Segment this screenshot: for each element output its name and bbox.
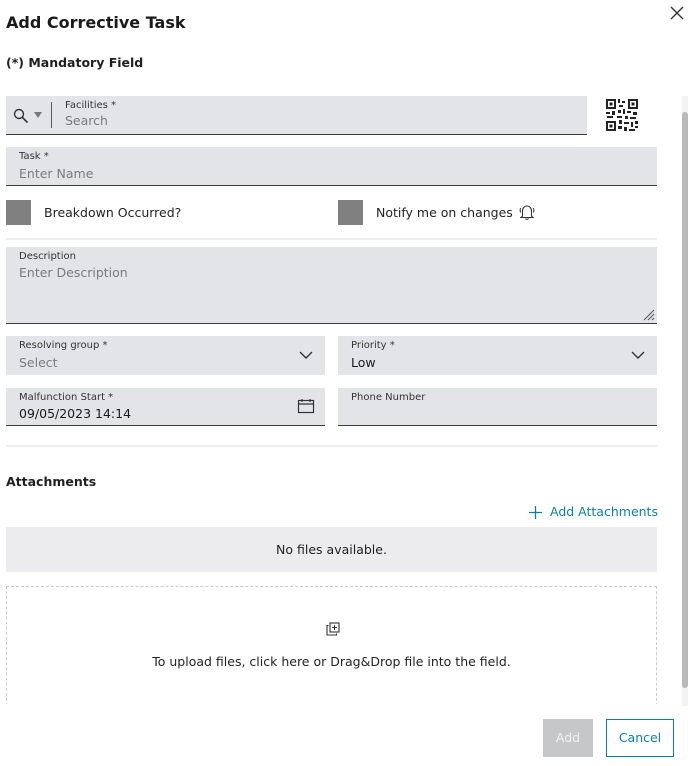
facilities-input[interactable]: Search bbox=[65, 113, 108, 128]
priority-select[interactable] bbox=[338, 336, 657, 375]
no-files-message: No files available. bbox=[6, 527, 657, 572]
facilities-label: Facilities * bbox=[65, 100, 117, 111]
cancel-button[interactable]: Cancel bbox=[606, 719, 674, 757]
plus-icon bbox=[528, 505, 543, 520]
task-input[interactable]: Enter Name bbox=[19, 166, 94, 181]
add-file-icon bbox=[326, 622, 340, 636]
section-divider bbox=[6, 238, 657, 240]
search-mode-dropdown[interactable] bbox=[6, 96, 52, 134]
description-field[interactable] bbox=[6, 247, 657, 324]
scrollbar-thumb[interactable] bbox=[682, 112, 688, 688]
description-input[interactable]: Enter Description bbox=[19, 265, 128, 280]
mandatory-note: (*) Mandatory Field bbox=[6, 55, 144, 70]
attachments-title: Attachments bbox=[6, 474, 97, 489]
scrollbar[interactable] bbox=[681, 96, 688, 706]
chevron-down-icon bbox=[631, 351, 645, 360]
add-attachments-button[interactable] bbox=[528, 503, 658, 521]
description-label: Description bbox=[19, 251, 76, 262]
bell-icon bbox=[518, 203, 536, 221]
facilities-field[interactable] bbox=[6, 96, 587, 135]
resolving-group-select[interactable] bbox=[6, 336, 325, 375]
close-icon[interactable] bbox=[668, 4, 686, 22]
dialog-title: Add Corrective Task bbox=[6, 13, 186, 32]
add-button[interactable]: Add bbox=[543, 719, 593, 757]
task-field[interactable] bbox=[6, 147, 657, 186]
resize-handle-icon[interactable] bbox=[643, 309, 655, 321]
resolving-group-label: Resolving group * bbox=[19, 340, 108, 351]
breakdown-checkbox[interactable] bbox=[6, 200, 31, 225]
resolving-group-value: Select bbox=[19, 355, 58, 370]
file-drop-zone[interactable] bbox=[6, 586, 657, 706]
breakdown-label: Breakdown Occurred? bbox=[44, 205, 182, 220]
drop-zone-text: To upload files, click here or Drag&Drop file into the field. bbox=[152, 654, 511, 669]
search-separator bbox=[51, 102, 52, 128]
malfunction-start-label: Malfunction Start * bbox=[19, 392, 114, 403]
add-attachments-label: Add Attachments bbox=[550, 504, 658, 519]
chevron-down-icon bbox=[299, 351, 313, 360]
phone-number-field[interactable] bbox=[338, 388, 657, 426]
notify-label: Notify me on changes bbox=[376, 205, 513, 220]
priority-value: Low bbox=[351, 355, 376, 370]
calendar-icon[interactable] bbox=[297, 398, 315, 414]
section-divider bbox=[6, 445, 657, 447]
task-label: Task * bbox=[19, 151, 49, 162]
phone-number-label: Phone Number bbox=[351, 392, 426, 403]
notify-checkbox[interactable] bbox=[338, 200, 363, 225]
malfunction-start-input[interactable]: 09/05/2023 14:14 bbox=[19, 406, 132, 421]
qr-code-icon[interactable] bbox=[605, 98, 639, 132]
priority-label: Priority * bbox=[351, 340, 395, 351]
caret-down-icon bbox=[34, 112, 42, 118]
malfunction-start-field[interactable] bbox=[6, 388, 325, 426]
search-icon bbox=[13, 108, 29, 124]
